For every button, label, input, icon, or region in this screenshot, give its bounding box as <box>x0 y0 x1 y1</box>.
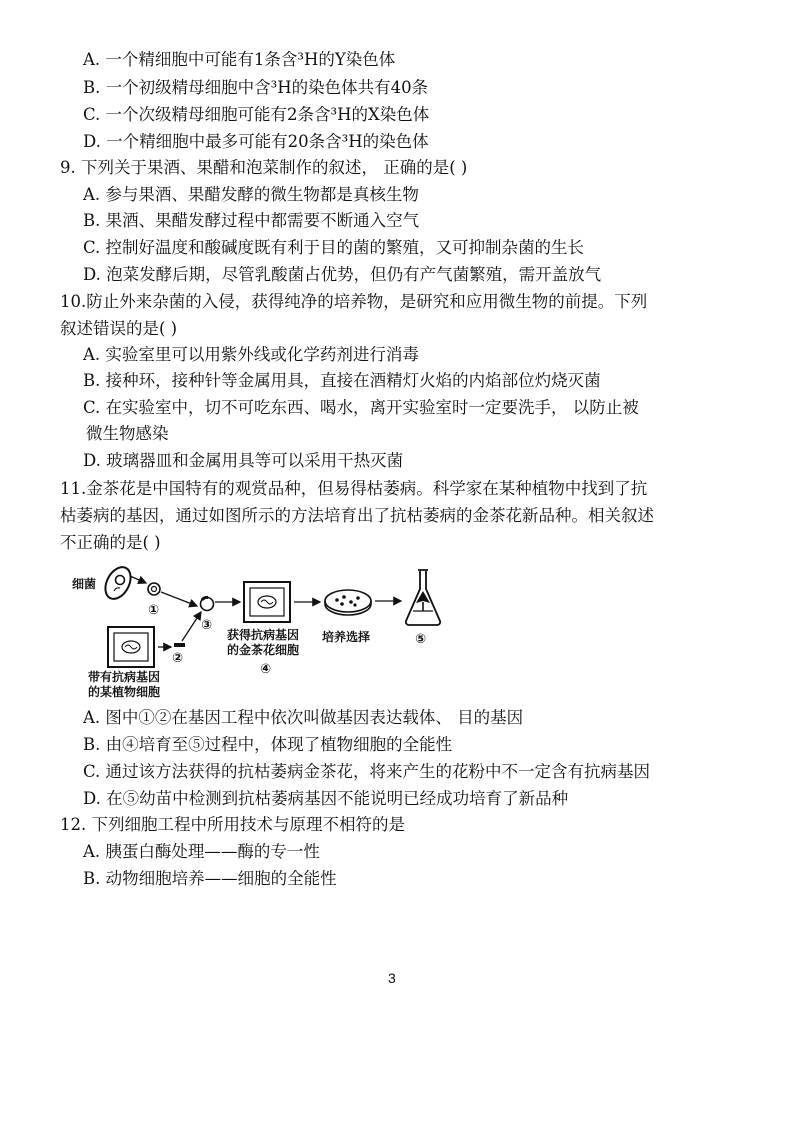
step-5-label: ⑤ <box>415 632 427 647</box>
q9-stem: 9. 下列关于果酒、果醋和泡菜制作的叙述， 正确的是( ) <box>60 158 468 177</box>
q8-option-a: A. 一个精细胞中可能有1条含³H的Y染色体 <box>83 50 396 69</box>
q12-option-a: A. 胰蛋白酶处理——酶的专一性 <box>83 842 320 861</box>
plasmid-icon <box>148 583 160 595</box>
camellia-cell-icon <box>244 582 290 622</box>
bacteria-cell-icon <box>100 563 135 603</box>
q8-option-b: B. 一个初级精母细胞中含³H的染色体共有40条 <box>83 78 429 97</box>
q9-option-d: D. 泡菜发酵后期，尽管乳酸菌占优势，但仍有产气菌繁殖，需开盖放气 <box>83 265 602 284</box>
q11-option-c: C. 通过该方法获得的抗枯萎病金茶花，将来产生的花粉中不一定含有抗病基因 <box>83 762 651 781</box>
plant-cell-icon <box>108 627 154 667</box>
plant-cell-label-line1: 带有抗病基因 <box>88 670 161 684</box>
cell4-label-line2: 的金茶花细胞 <box>227 643 300 657</box>
page-number: 3 <box>388 970 396 986</box>
q12-stem: 12. 下列细胞工程中所用技术与原理不相符的是 <box>60 815 405 834</box>
q9-option-a: A. 参与果酒、果醋发酵的微生物都是真核生物 <box>83 185 419 204</box>
q9-option-b: B. 果酒、果醋发酵过程中都需要不断通入空气 <box>83 211 420 230</box>
q10-option-c-line2: 微生物感染 <box>86 424 169 443</box>
q10-option-c-line1: C. 在实验室中，切不可吃东西、喝水，离开实验室时一定要洗手， 以防止被 <box>83 398 639 417</box>
q8-option-c: C. 一个次级精母细胞可能有2条含³H的X染色体 <box>83 105 430 124</box>
step-3-label: ③ <box>201 618 213 633</box>
flask-seedling-icon <box>406 570 440 625</box>
step-4-label: ④ <box>260 662 272 677</box>
q10-option-a: A. 实验室里可以用紫外线或化学药剂进行消毒 <box>83 345 419 364</box>
step-1-label: ① <box>148 603 160 618</box>
q11-stem-line1: 11.金茶花是中国特有的观赏品种，但易得枯萎病。科学家在某种植物中找到了抗 <box>60 479 648 498</box>
q10-option-d: D. 玻璃器皿和金属用具等可以采用干热灭菌 <box>83 451 404 470</box>
q11-stem-line2: 枯萎病的基因，通过如图所示的方法培育出了抗枯萎病的金茶花新品种。相关叙述 <box>60 506 654 525</box>
q9-option-c: C. 控制好温度和酸碱度既有利于目的菌的繁殖，又可抑制杂菌的生长 <box>83 238 585 257</box>
culture-selection-label: 培养选择 <box>322 630 371 644</box>
plant-cell-label-line2: 的某植物细胞 <box>88 685 161 699</box>
q11-option-b: B. 由④培育至⑤过程中，体现了植物细胞的全能性 <box>83 735 453 754</box>
gene-engineering-diagram <box>70 563 460 703</box>
q11-option-a: A. 图中①②在基因工程中依次叫做基因表达载体、 目的基因 <box>83 708 524 727</box>
q11-option-d: D. 在⑤幼苗中检测到抗枯萎病基因不能说明已经成功培育了新品种 <box>83 789 569 808</box>
q10-option-b: B. 接种环，接种针等金属用具，直接在酒精灯火焰的内焰部位灼烧灭菌 <box>83 371 601 390</box>
q10-stem-line1: 10.防止外来杂菌的入侵，获得纯净的培养物，是研究和应用微生物的前提。下列 <box>60 292 648 311</box>
q11-stem-line3: 不正确的是( ) <box>60 533 161 552</box>
bacteria-label: 细菌 <box>72 577 97 591</box>
q8-option-d: D. 一个精细胞中最多可能有20条含³H的染色体 <box>83 132 429 151</box>
q10-stem-line2: 叙述错误的是( ) <box>60 319 178 338</box>
gene-fragment-icon <box>174 643 185 647</box>
step-2-label: ② <box>172 651 184 666</box>
cell4-label-line1: 获得抗病基因 <box>227 628 300 642</box>
petri-dish-icon <box>325 590 371 615</box>
q12-option-b: B. 动物细胞培养——细胞的全能性 <box>83 869 337 888</box>
recombinant-plasmid-icon <box>201 597 214 610</box>
